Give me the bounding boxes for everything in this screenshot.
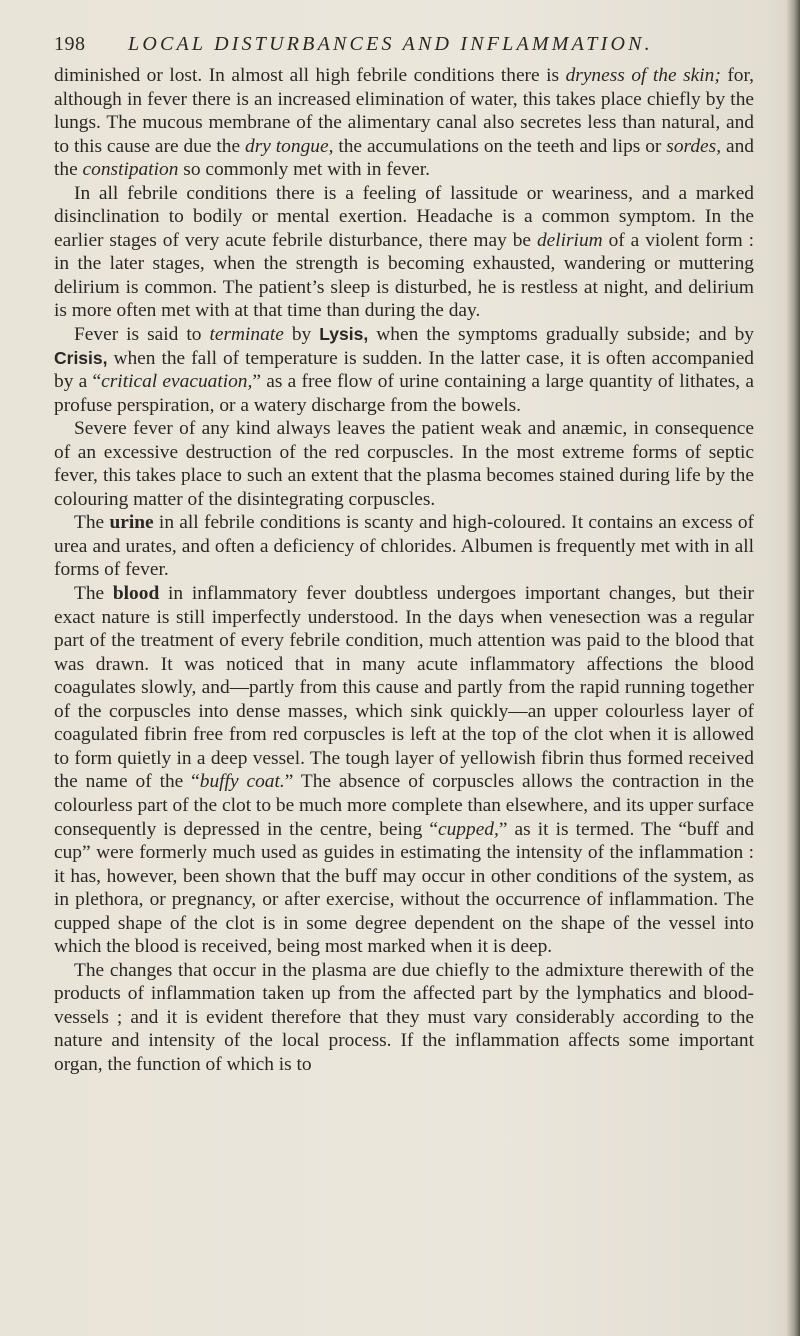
text-run: of a violent form : in the later stages, when the strength is becoming exhausted, wandering or muttering delirium is common. The patient’s sleep is disturbed, he is restless at night, and delirium is more often met with at that time than during the day. bbox=[54, 229, 754, 322]
paragraph bbox=[54, 323, 754, 417]
italic-term: terminate bbox=[209, 324, 284, 346]
page-number: 198 bbox=[54, 33, 86, 55]
text-run: by bbox=[283, 324, 320, 346]
body-text bbox=[54, 64, 754, 1077]
text-run: when the symptoms gradually subside; and by bbox=[368, 324, 754, 346]
italic-term: dry tongue, bbox=[245, 135, 334, 157]
text-run: Severe fever of any kind always leaves the patient weak and anæmic, in consequence of an excessive destruction of the red corpuscles. In the most extreme forms of septic fever, this takes place to such an extent that the plasma becomes stained during life by the colouring matter of the disintegrating corpuscles. bbox=[54, 418, 754, 510]
text-run: the accumulations on the teeth and lips or bbox=[333, 135, 667, 157]
bold-term: urine bbox=[109, 512, 154, 534]
paragraph bbox=[54, 959, 754, 1077]
text-run: ” as a free flow of urine containing a large quantity of lithates, a profuse perspiration, or a watery discharge from the bowels. bbox=[54, 371, 754, 416]
paragraph bbox=[54, 511, 754, 582]
italic-term: critical evacuation, bbox=[101, 371, 253, 393]
italic-term: dryness of the skin; bbox=[565, 65, 721, 86]
italic-term: buffy coat. bbox=[199, 771, 285, 793]
text-run: The changes that occur in the plasma are due chiefly to the admixture therewith of the products of inflammation taken up from the affected part by the lymphatics and blood-vessels ; and it is evident therefore that they must vary considerably according to the nature and intensity of the local process. If the inflammation affects some important organ, the function of which is to bbox=[54, 959, 754, 1075]
italic-term: delirium bbox=[536, 229, 603, 251]
italic-term: constipation bbox=[82, 159, 179, 181]
page-edge-shadow bbox=[786, 0, 800, 1336]
text-run: for, although in fever there is an increased elimination of water, this takes place chiefly by the lungs. The mucous membrane of the alimentary canal also secretes less than natural, and to this cause are due the bbox=[54, 65, 755, 157]
text-run: Fever is said to bbox=[74, 324, 210, 346]
bold-term: blood bbox=[112, 583, 160, 605]
running-title: LOCAL DISTURBANCES AND INFLAMMATION. bbox=[128, 33, 653, 55]
italic-term: sordes, bbox=[666, 135, 722, 157]
text-run: in all febrile conditions is scanty and high-coloured. It contains an excess of urea and urates, and often a deficiency of chlorides. Albumen is frequently met with in all forms of fever. bbox=[54, 512, 754, 581]
bold-term: Lysis, bbox=[319, 324, 369, 345]
text-run: The bbox=[74, 512, 110, 534]
text-run: In all febrile conditions there is a feeling of lassitude or weariness, and a marked disinclination to bodily or mental exertion. Headache is a common symptom. In the earlier stages of very acute febrile disturbance, there may be bbox=[54, 182, 754, 251]
text-run: and the bbox=[54, 135, 754, 181]
text-run: diminished or lost. In almost all high febrile conditions there is bbox=[54, 65, 566, 86]
text-run: when the fall of temperature is sudden. In the latter case, it is often accompanied by a “ bbox=[54, 347, 754, 393]
text-run: ” The absence of corpuscles allows the contraction in the colourless part of the clot to be much more complete than elsewhere, and its upper surface consequently is depressed in the centre, being “ bbox=[54, 771, 754, 840]
paragraph bbox=[54, 417, 754, 511]
paragraph bbox=[54, 582, 754, 959]
text-run: ” as it is termed. The “buff and cup” were formerly much used as guides in estimating the intensity of the inflammation : it has, however, been shown that the buff may occur in other conditions of the system, as in plethora, or pregnancy, or after exercise, without the occurrence of inflammation. The cupped shape of the clot is in some degree dependent on the shape of the vessel into which the blood is received, being most marked when it is deep. bbox=[54, 818, 754, 958]
text-run: in inflammatory fever doubtless undergoes important changes, but their exact nature is still imperfectly understood. In the days when venesection was a regular part of the treatment of every febrile condition, much attention was paid to the blood that was drawn. It was noticed that in many acute inflammatory affections the blood coagulates slowly, and—partly from this cause and partly from the rapid running together of the corpuscles into dense masses, which sink quickly—an upper colourless layer of coagulated fibrin free from red corpuscles is left at the top of the clot when it is allowed to form quietly in a deep vessel. The tough layer of yellowish fibrin thus formed received the name of the “ bbox=[54, 583, 754, 793]
page-header bbox=[54, 33, 754, 63]
paragraph bbox=[54, 64, 754, 182]
italic-term: cupped, bbox=[438, 818, 499, 840]
text-run: so commonly met with in fever. bbox=[178, 159, 430, 181]
paragraph bbox=[54, 182, 754, 323]
text-run: The bbox=[74, 583, 113, 605]
bold-term: Crisis, bbox=[54, 347, 108, 368]
